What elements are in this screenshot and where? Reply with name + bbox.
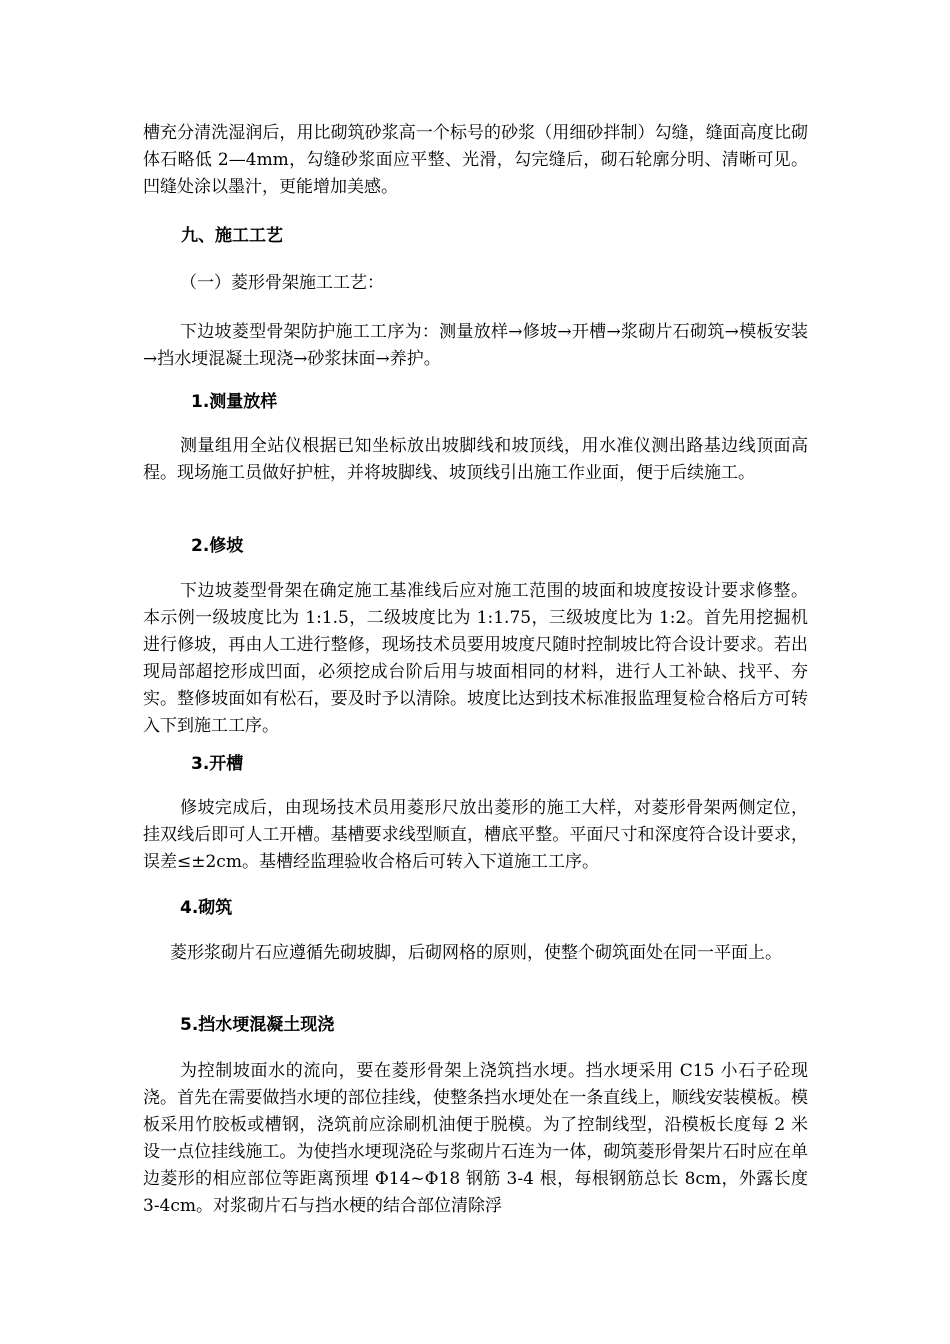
- step-heading-survey-layout: 1.测量放样: [191, 392, 278, 412]
- step-heading-slope-trimming: 2.修坡: [191, 536, 244, 556]
- step-heading-masonry: 4.砌筑: [180, 898, 233, 918]
- paragraph-mortar-joint: 槽充分清洗湿润后，用比砌筑砂浆高一个标号的砂浆（用细砂拌制）勾缝，缝面高度比砌体石略低 2—4mm，勾缝砂浆面应平整、光滑，勾完缝后，砌石轮廓分明、清晰可见。凹缝处涂以墨汁，更能增加美感。: [143, 123, 808, 197]
- step-heading-water-ridge-casting: 5.挡水埂混凝土现浇: [180, 1015, 335, 1035]
- paragraph-procedure-sequence: 下边坡菱型骨架防护施工工序为：测量放样→修坡→开槽→浆砌片石砌筑→模板安装→挡水埂混凝土现浇→砂浆抹面→养护。: [143, 322, 808, 369]
- paragraph-masonry: 菱形浆砌片石应遵循先砌坡脚，后砌网格的原则，使整个砌筑面处在同一平面上。: [170, 943, 782, 963]
- step-heading-trenching: 3.开槽: [191, 754, 244, 774]
- subsection-heading-diamond-frame: （一）菱形骨架施工工艺：: [180, 273, 384, 293]
- paragraph-water-ridge-casting: 为控制坡面水的流向，要在菱形骨架上浇筑挡水埂。挡水埂采用 C15 小石子砼现浇。首先在需要做挡水埂的部位挂线，使整条挡水埂处在一条直线上，顺线安装模板。模板采用竹胶板或槽钢，浇筑前应涂刷机油便于脱模。为了控制线型，沿模板长度每 2 米设一点位挂线施工。为使挡水埂现浇砼与浆砌片石连为一体，砌筑菱形骨架片石时应在单边菱形的相应部位等距离预埋 Φ14~Φ18 钢筋 3-4 根，每根钢筋总长 8cm，外露长度 3-4cm。对浆砌片石与挡水梗的结合部位清除浮: [143, 1061, 808, 1216]
- paragraph-slope-trimming: 下边坡菱型骨架在确定施工基准线后应对施工范围的坡面和坡度按设计要求修整。本示例一级坡度比为 1:1.5，二级坡度比为 1:1.75，三级坡度比为 1:2。首先用挖掘机进行修坡，再由人工进行整修，现场技术员要用坡度尺随时控制坡比符合设计要求。若出现局部超挖形成凹面，必须挖成台阶后用与坡面相同的材料，进行人工补缺、找平、夯实。整修坡面如有松石，要及时予以清除。坡度比达到技术标准报监理复检合格后方可转入下到施工工序。: [143, 581, 808, 736]
- section-heading-construction-process: 九、施工工艺: [181, 226, 283, 246]
- paragraph-trenching: 修坡完成后，由现场技术员用菱形尺放出菱形的施工大样，对菱形骨架两侧定位，挂双线后即可人工开槽。基槽要求线型顺直，槽底平整。平面尺寸和深度符合设计要求，误差≤±2cm。基槽经监理验收合格后可转入下道施工工序。: [143, 798, 808, 872]
- paragraph-survey-layout: 测量组用全站仪根据已知坐标放出坡脚线和坡顶线，用水准仪测出路基边线顶面高程。现场施工员做好护桩，并将坡脚线、坡顶线引出施工作业面，便于后续施工。: [143, 436, 808, 483]
